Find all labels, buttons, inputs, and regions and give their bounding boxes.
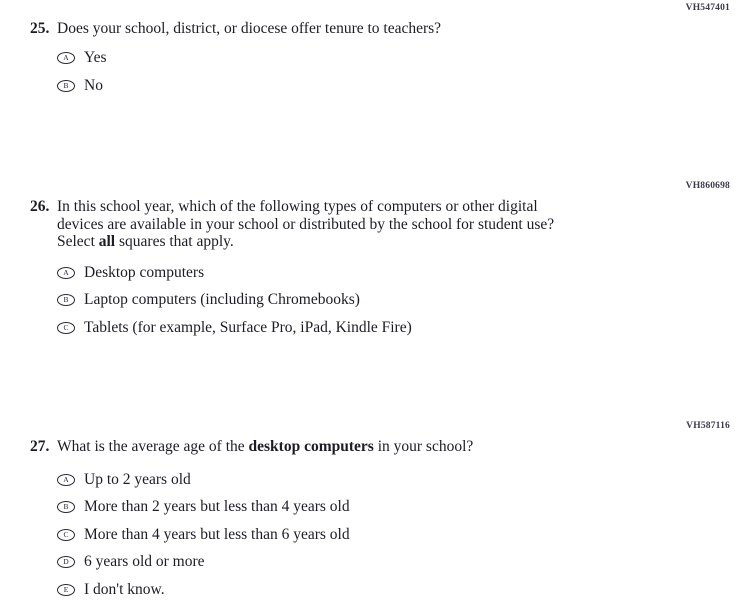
question-text-bold-segment: desktop computers <box>248 438 374 455</box>
answer-option-label: Yes <box>84 48 107 66</box>
answer-options-list <box>57 49 741 95</box>
answer-bubble-icon[interactable]: B <box>57 80 75 92</box>
answer-option-b[interactable] <box>57 77 741 95</box>
answer-bubble-icon[interactable]: E <box>57 584 75 596</box>
question-27-section <box>0 418 741 599</box>
question-26-section <box>0 178 741 337</box>
question-text-segment: in your school? <box>373 438 474 455</box>
answer-option-a[interactable] <box>57 471 741 489</box>
answer-option-d[interactable] <box>57 553 741 571</box>
answer-options-list <box>57 471 741 599</box>
question-text <box>57 198 582 251</box>
question-text-bold-segment: all <box>98 233 116 250</box>
answer-option-label: More than 2 years but less than 4 years old <box>84 498 350 515</box>
question-row <box>30 20 741 38</box>
answer-option-label: 6 years old or more <box>84 553 205 570</box>
answer-option-b[interactable] <box>57 291 741 309</box>
question-row <box>30 198 741 251</box>
question-text-segment: Does your school, district, or diocese offer tenure to teachers? <box>57 20 442 37</box>
item-code: VH547401 <box>685 3 730 13</box>
question-text <box>57 438 582 456</box>
answer-option-label: No <box>84 76 103 94</box>
answer-option-e[interactable] <box>57 581 741 599</box>
question-number: 25. <box>30 20 50 37</box>
answer-bubble-icon[interactable]: A <box>57 267 75 279</box>
answer-bubble-icon[interactable]: D <box>57 556 75 568</box>
question-text-segment: squares that apply. <box>115 233 234 250</box>
answer-option-label: More than 4 years but less than 6 years old <box>84 525 350 543</box>
answer-bubble-icon[interactable]: A <box>57 52 75 64</box>
answer-option-a[interactable] <box>57 49 741 67</box>
question-text <box>57 20 582 38</box>
item-code: VH587116 <box>686 421 730 431</box>
answer-option-label: Desktop computers <box>84 263 205 281</box>
question-25-section <box>0 0 741 95</box>
answer-bubble-icon[interactable]: B <box>57 501 75 513</box>
question-number: 26. <box>30 198 50 215</box>
answer-bubble-icon[interactable]: C <box>57 322 75 334</box>
answer-option-c[interactable] <box>57 319 741 337</box>
answer-option-b[interactable] <box>57 498 741 516</box>
answer-option-a[interactable] <box>57 264 741 282</box>
question-text-segment: What is the average age of the <box>57 438 249 455</box>
answer-option-c[interactable] <box>57 526 741 544</box>
answer-option-label: Tablets (for example, Surface Pro, iPad, Kindle Fire) <box>84 318 412 336</box>
answer-bubble-icon[interactable]: A <box>57 474 75 486</box>
question-text-segment: In this school year, which of the following types of computers or other digital devices are available in your school or distributed by the school for student use? Select <box>57 198 555 250</box>
answer-option-label: I don't know. <box>84 580 165 598</box>
question-number: 27. <box>30 438 50 455</box>
answer-options-list <box>57 264 741 337</box>
answer-bubble-icon[interactable]: B <box>57 294 75 306</box>
answer-option-label: Laptop computers (including Chromebooks) <box>84 291 360 308</box>
item-code: VH860698 <box>685 181 730 191</box>
answer-bubble-icon[interactable]: C <box>57 529 75 541</box>
question-row <box>30 438 741 456</box>
answer-option-label: Up to 2 years old <box>84 470 191 488</box>
